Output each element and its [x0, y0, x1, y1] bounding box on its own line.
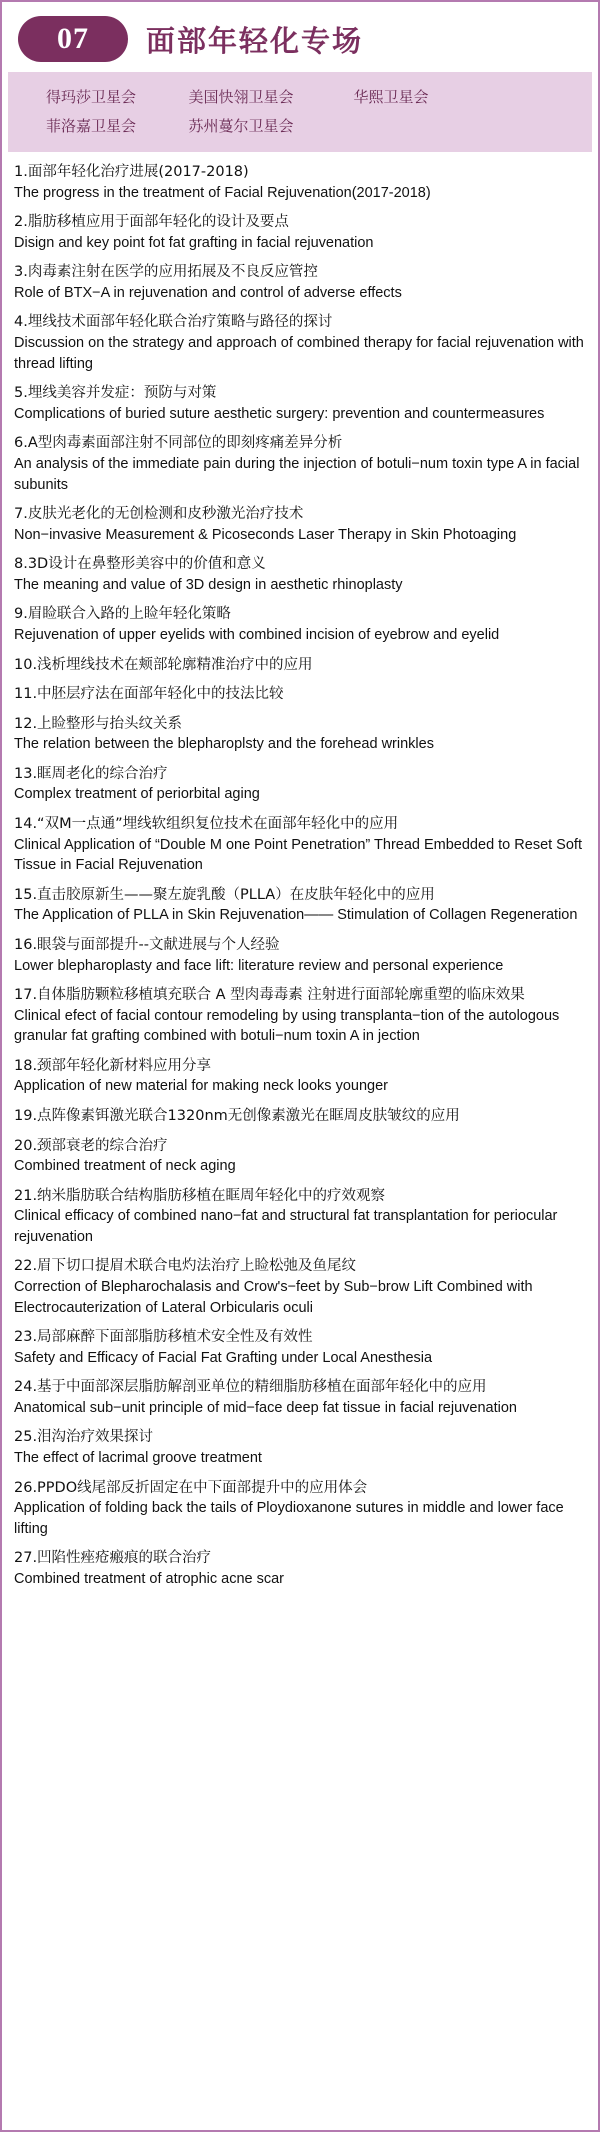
list-item	[14, 1256, 586, 1318]
talk-title-cn: 7.皮肤光老化的无创检测和皮秒激光治疗技术	[14, 506, 304, 523]
list-item	[14, 985, 586, 1047]
talk-title-en: Complex treatment of periorbital aging	[14, 786, 260, 803]
talk-title-en: Discussion on the strategy and approach of combined therapy for facial rejuvenation with thread lifting	[14, 335, 584, 372]
talk-title-en: Clinical efect of facial contour remodeling by using transplanta−tion of the autologous granular fat grafting combined with botuli−num toxin A in jection	[14, 1007, 560, 1045]
list-item	[14, 885, 586, 926]
list-item	[14, 1327, 586, 1368]
list-item	[14, 1106, 586, 1127]
talk-title-en: Clinical Application of “Double M one Point Penetration” Thread Embedded to Reset Soft Tissue in Facial Rejuvenation	[14, 836, 582, 874]
talk-title-en: Combined treatment of atrophic acne scar	[14, 1570, 284, 1587]
talk-title-en: The meaning and value of 3D design in aesthetic rhinoplasty	[14, 576, 403, 593]
list-item	[14, 504, 586, 545]
talk-title-en: Lower blepharoplasty and face lift: literature review and personal experience	[14, 957, 504, 974]
sponsor-row	[16, 111, 584, 140]
list-item	[14, 714, 586, 755]
talk-title-cn: 27.凹陷性痤疮瘢痕的联合治疗	[14, 1550, 212, 1567]
talk-title-en: Non−invasive Measurement & Picoseconds Laser Therapy in Skin Photoaging	[14, 526, 517, 543]
list-item	[14, 262, 586, 303]
talk-title-en: An analysis of the immediate pain during the injection of botuli−num toxin type A in facial subunits	[14, 455, 580, 493]
list-item	[14, 935, 586, 976]
list-item	[14, 1427, 586, 1468]
talk-title-cn: 13.眶周老化的综合治疗	[14, 765, 168, 782]
sponsor-item[interactable]: 菲洛嘉卫星会	[45, 117, 136, 135]
list-item	[14, 604, 586, 645]
talk-title-cn: 16.眼袋与面部提升--文献进展与个人经验	[14, 936, 280, 953]
talk-title-cn: 18.颈部年轻化新材料应用分享	[14, 1057, 212, 1074]
talk-title-en: Disign and key point fot fat grafting in facial rejuvenation	[14, 234, 374, 251]
talk-title-cn: 2.脂肪移植应用于面部年轻化的设计及要点	[14, 214, 289, 231]
list-item	[14, 1377, 586, 1418]
talk-title-cn: 11.中胚层疗法在面部年轻化中的技法比较	[14, 686, 284, 703]
list-item	[14, 655, 586, 676]
talk-title-en: Anatomical sub−unit principle of mid−face deep fat tissue in facial rejuvenation	[14, 1399, 517, 1416]
list-item	[14, 433, 586, 495]
session-number-badge	[18, 16, 128, 62]
talk-title-cn: 25.泪沟治疗效果探讨	[14, 1429, 154, 1446]
talk-title-en: Rejuvenation of upper eyelids with combined incision of eyebrow and eyelid	[14, 626, 500, 643]
talk-title-cn: 15.直击胶原新生——聚左旋乳酸（PLLA）在皮肤年轻化中的应用	[14, 886, 435, 903]
talk-title-cn: 12.上睑整形与抬头纹关系	[14, 715, 183, 732]
list-item	[14, 684, 586, 705]
talk-title-en: Combined treatment of neck aging	[14, 1158, 236, 1175]
talk-title-cn: 8.3D设计在鼻整形美容中的价值和意义	[14, 556, 266, 573]
talk-title-cn: 6.A型肉毒素面部注射不同部位的即刻疼痛差异分析	[14, 435, 343, 452]
talk-title-cn: 21.纳米脂肪联合结构脂肪移植在眶周年轻化中的疗效观察	[14, 1187, 386, 1204]
sponsor-panel	[8, 72, 592, 152]
talk-title-en: The progress in the treatment of Facial Rejuvenation(2017-2018)	[14, 184, 431, 201]
sponsor-row	[16, 82, 584, 111]
list-item	[14, 554, 586, 595]
talk-title-cn: 3.肉毒素注射在医学的应用拓展及不良反应管控	[14, 264, 318, 281]
talk-title-en: Clinical efficacy of combined nano−fat and structural fat transplantation for periocular rejuvenation	[14, 1208, 558, 1245]
page-title: 面部年轻化专场	[146, 23, 364, 58]
talk-title-en: The relation between the blepharoplsty and the forehead wrinkles	[14, 736, 434, 753]
talk-title-cn: 24.基于中面部深层脂肪解剖亚单位的精细脂肪移植在面部年轻化中的应用	[14, 1379, 487, 1396]
talk-title-cn: 23.局部麻醉下面部脂肪移植术安全性及有效性	[14, 1329, 313, 1346]
session-number: 07	[57, 22, 89, 55]
list-item	[14, 1478, 586, 1540]
talk-title-en: Correction of Blepharochalasis and Crow's−feet by Sub−brow Lift Combined with Electrocauterization of Lateral Orbicularis oculi	[14, 1279, 533, 1316]
talk-title-cn: 10.浅析埋线技术在颊部轮廓精准治疗中的应用	[14, 656, 313, 673]
sponsor-item[interactable]: 得玛莎卫星会	[45, 88, 136, 106]
talk-title-cn: 1.面部年轻化治疗进展(2017-2018)	[14, 164, 249, 180]
list-item	[14, 1186, 586, 1248]
sponsor-item[interactable]: 华熙卫星会	[353, 88, 429, 106]
list-item	[14, 1056, 586, 1097]
talk-title-en: The effect of lacrimal groove treatment	[14, 1450, 262, 1467]
list-item	[14, 764, 586, 805]
talk-title-cn: 9.眉睑联合入路的上睑年轻化策略	[14, 606, 231, 623]
talk-title-cn: 19.点阵像素铒激光联合1320nm无创像素激光在眶周皮肤皱纹的应用	[14, 1107, 460, 1124]
sponsor-item[interactable]: 美国快翎卫星会	[188, 88, 294, 106]
list-item	[14, 1136, 586, 1177]
talk-title-cn: 4.埋线技术面部年轻化联合治疗策略与路径的探讨	[14, 314, 333, 331]
talk-title-cn: 17.自体脂肪颗粒移植填充联合 A 型肉毒毒素 注射进行面部轮廓重塑的临床效果	[14, 987, 525, 1004]
talk-title-cn: 20.颈部衰老的综合治疗	[14, 1137, 168, 1154]
talk-title-en: Application of folding back the tails of Ploydioxanone sutures in middle and lower face lifting	[14, 1500, 564, 1537]
list-item	[14, 383, 586, 424]
talk-title-en: Safety and Efficacy of Facial Fat Grafting under Local Anesthesia	[14, 1349, 433, 1366]
list-item	[14, 162, 586, 203]
talk-title-en: Complications of buried suture aesthetic surgery: prevention and countermeasures	[14, 405, 545, 422]
talk-title-cn: 22.眉下切口提眉术联合电灼法治疗上睑松弛及鱼尾纹	[14, 1258, 357, 1275]
list-item	[14, 1548, 586, 1589]
page-header	[2, 2, 598, 72]
talk-title-cn: 26.PPDO线尾部反折固定在中下面部提升中的应用体会	[14, 1479, 368, 1496]
sponsor-item[interactable]: 苏州蔓尔卫星会	[188, 117, 294, 135]
talk-title-cn: 14.“双M一点通”埋线软组织复位技术在面部年轻化中的应用	[14, 816, 399, 833]
talk-list	[2, 152, 598, 1615]
talk-title-cn: 5.埋线美容并发症：预防与对策	[14, 385, 217, 402]
list-item	[14, 814, 586, 876]
talk-title-en: The Application of PLLA in Skin Rejuvenation—— Stimulation of Collagen Regeneration	[14, 907, 578, 924]
talk-title-en: Role of BTX−A in rejuvenation and control of adverse effects	[14, 284, 402, 301]
list-item	[14, 212, 586, 253]
talk-title-en: Application of new material for making neck looks younger	[14, 1078, 388, 1095]
list-item	[14, 312, 586, 374]
